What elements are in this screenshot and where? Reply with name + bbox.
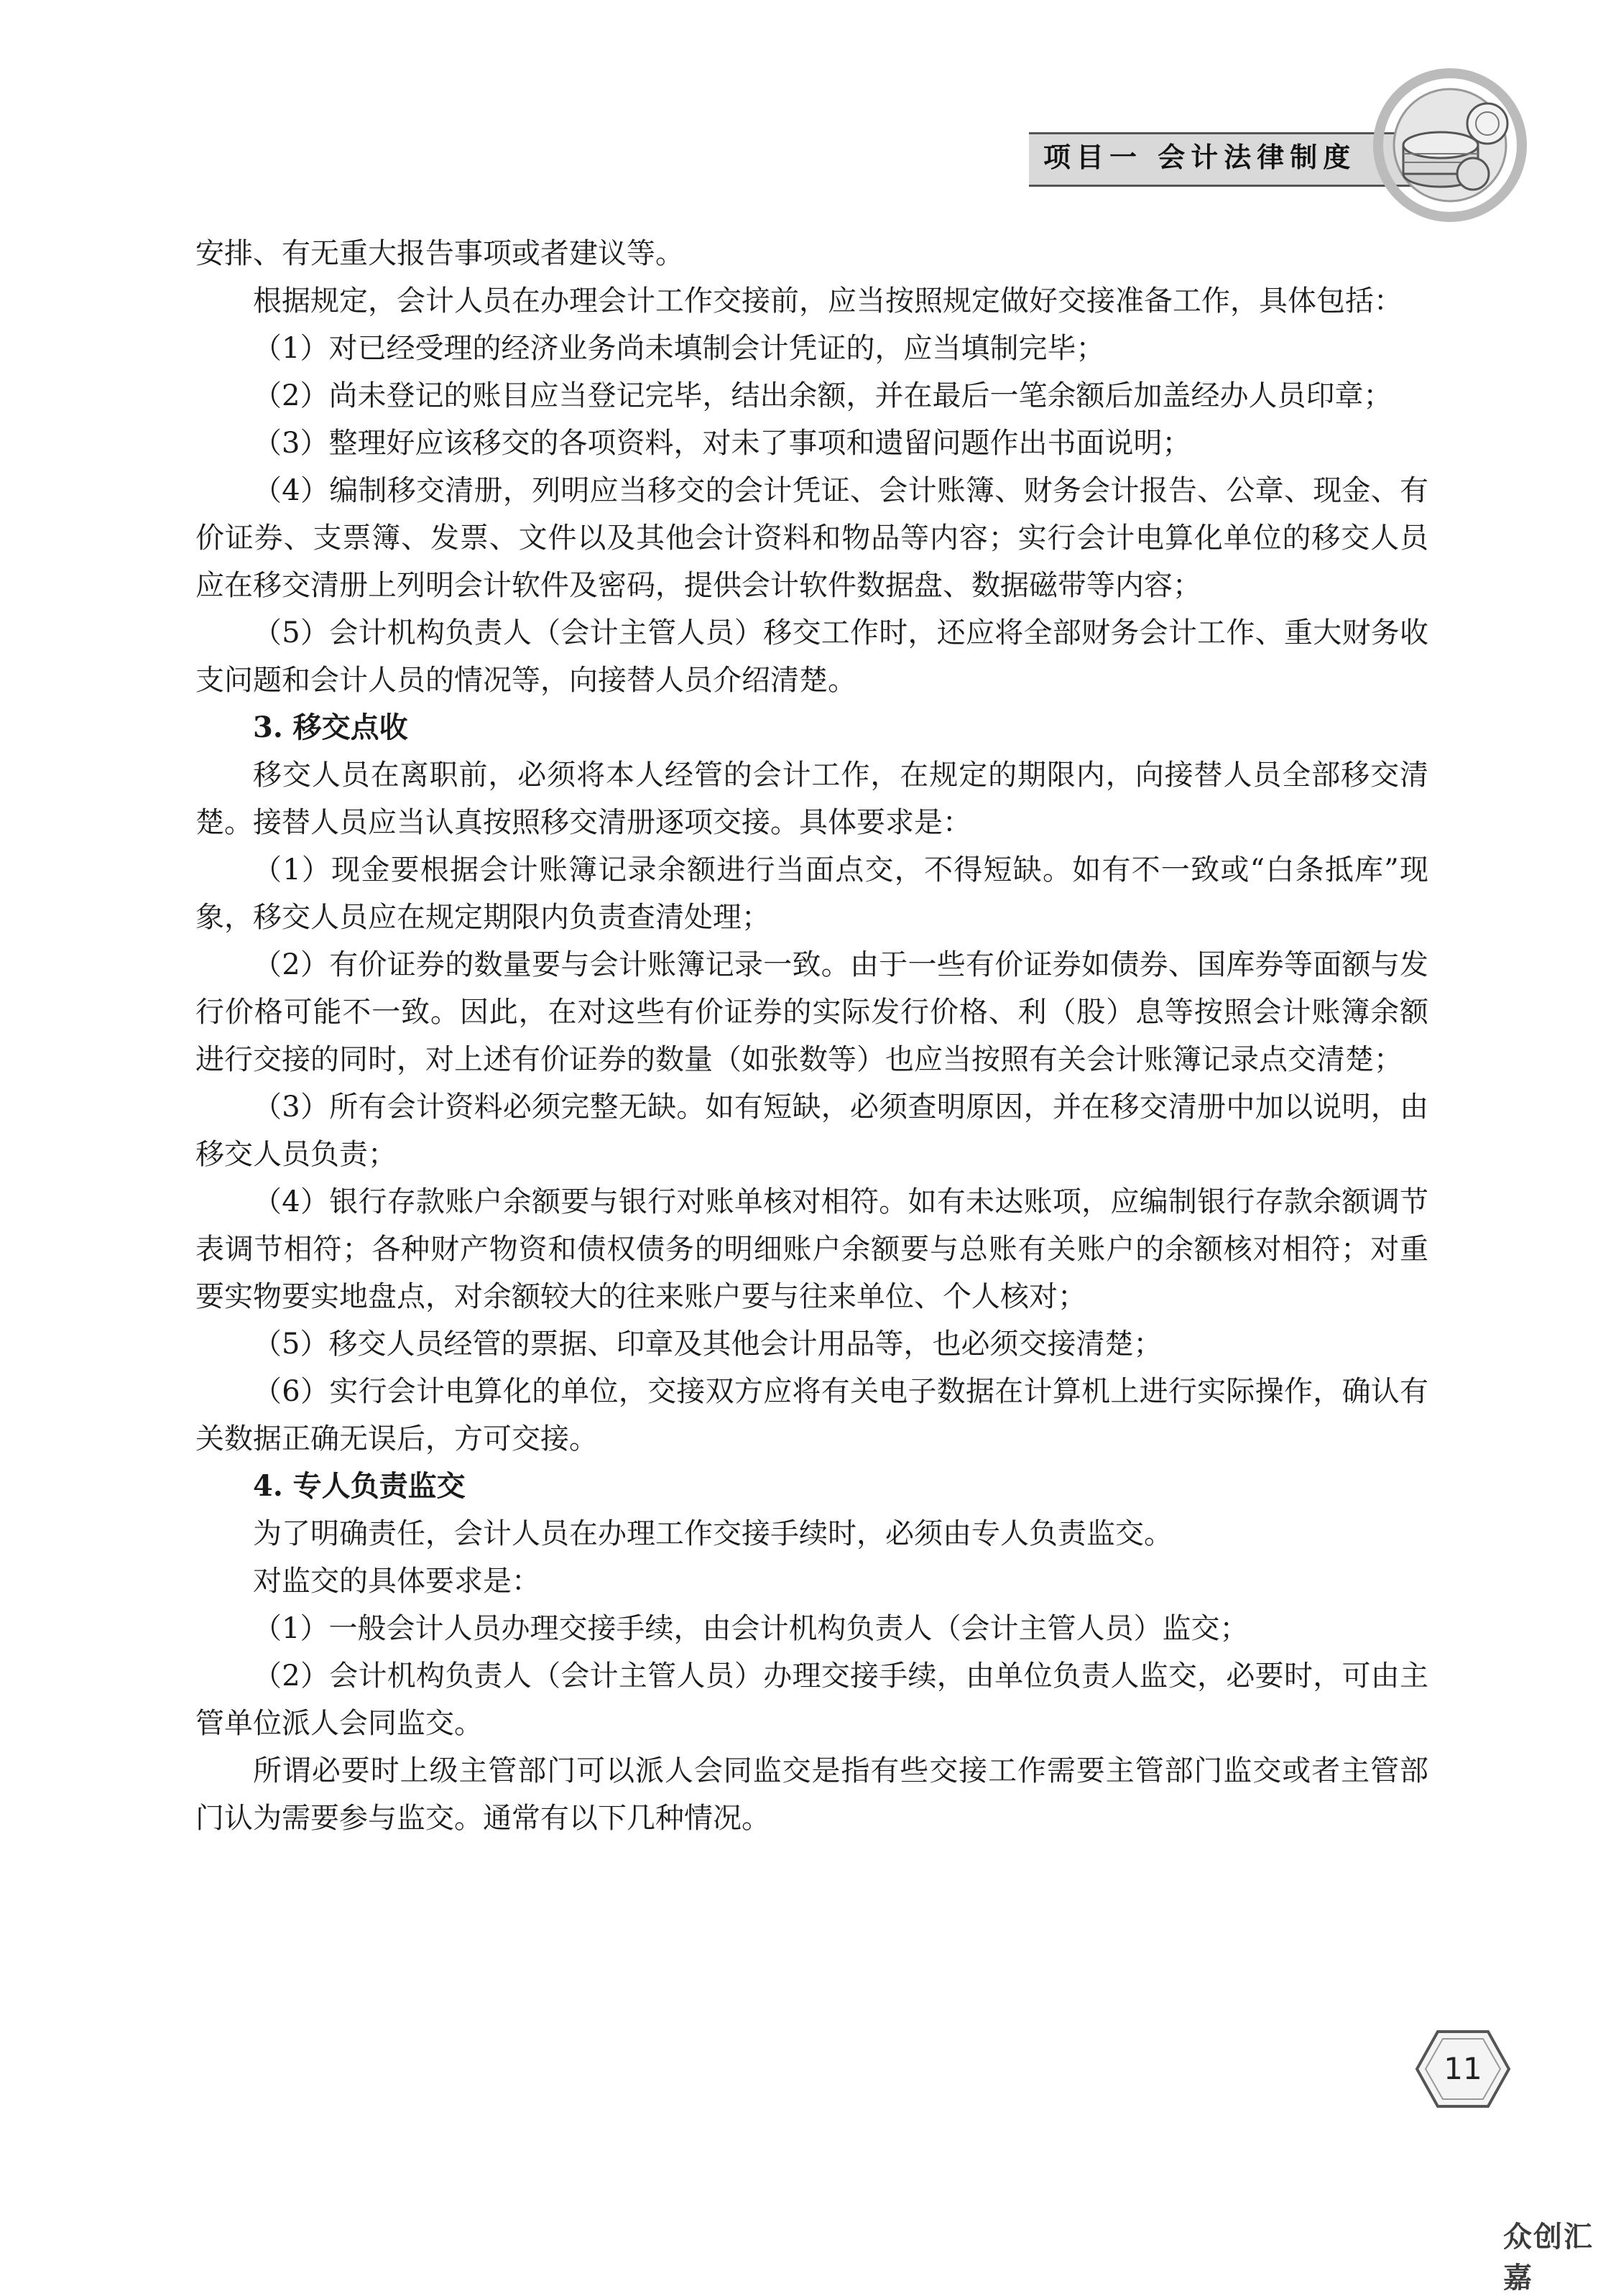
body-paragraph: （1）现金要根据会计账簿记录余额进行当面点交，不得短缺。如有不一致或“白条抵库”现象，移交人员应在规定期限内负责查清处理； bbox=[195, 853, 1428, 934]
body-paragraph: （4）银行存款账户余额要与银行对账单核对相符。如有未达账项，应编制银行存款余额调节表调节相符；各种财产物资和债权债务的明细账户余额要与总账有关账户的余额核对相符；对重要实物要实地盘点，对余额较大的往来账户要与往来单位、个人核对； bbox=[195, 1185, 1428, 1313]
coin-stack-logo-icon bbox=[1365, 66, 1530, 231]
body-paragraph: 根据规定，会计人员在办理会计工作交接前，应当按照规定做好交接准备工作，具体包括： bbox=[253, 284, 1403, 318]
body-paragraph: （2）会计机构负责人（会计主管人员）办理交接手续，由单位负责人监交，必要时，可由主管单位派人会同监交。 bbox=[195, 1659, 1428, 1740]
page-body bbox=[195, 230, 1428, 1842]
watermark-text: 众创汇嘉 bbox=[1503, 2221, 1594, 2295]
body-paragraph: 安排、有无重大报告事项或者建议等。 bbox=[195, 237, 684, 270]
section-heading: 4. 专人负责监交 bbox=[253, 1469, 466, 1503]
body-paragraph: （6）实行会计电算化的单位，交接双方应将有关电子数据在计算机上进行实际操作，确认有关数据正确无误后，方可交接。 bbox=[195, 1375, 1428, 1455]
body-paragraph: （1）对已经受理的经济业务尚未填制会计凭证的，应当填制完毕； bbox=[253, 332, 1105, 365]
body-paragraph: （5）会计机构负责人（会计主管人员）移交工作时，还应将全部财务会计工作、重大财务收支问题和会计人员的情况等，向接替人员介绍清楚。 bbox=[195, 616, 1428, 697]
body-paragraph: （5）移交人员经管的票据、印章及其他会计用品等，也必须交接清楚； bbox=[253, 1328, 1163, 1361]
body-paragraph: 移交人员在离职前，必须将本人经管的会计工作，在规定的期限内，向接替人员全部移交清楚。接替人员应当认真按照移交清册逐项交接。具体要求是： bbox=[195, 759, 1428, 839]
body-paragraph: 所谓必要时上级主管部门可以派人会同监交是指有些交接工作需要主管部门监交或者主管部门认为需要参与监交。通常有以下几种情况。 bbox=[195, 1754, 1428, 1835]
body-paragraph: （4）编制移交清册，列明应当移交的会计凭证、会计账簿、财务会计报告、公章、现金、有价证券、支票簿、发票、文件以及其他会计资料和物品等内容；实行会计电算化单位的移交人员应在移交清册上列明会计软件及密码，提供会计软件数据盘、数据磁带等内容； bbox=[195, 474, 1428, 602]
body-paragraph: （2）尚未登记的账目应当登记完毕，结出余额，并在最后一笔余额后加盖经办人员印章； bbox=[253, 379, 1393, 412]
body-paragraph: 对监交的具体要求是： bbox=[253, 1565, 540, 1598]
body-paragraph: （1）一般会计人员办理交接手续，由会计机构负责人（会计主管人员）监交； bbox=[253, 1612, 1249, 1645]
body-paragraph: 为了明确责任，会计人员在办理工作交接手续时，必须由专人负责监交。 bbox=[253, 1517, 1173, 1550]
body-paragraph: （2）有价证券的数量要与会计账簿记录一致。由于一些有价证券如债券、国库券等面额与发行价格可能不一致。因此，在对这些有价证券的实际发行价格、利（股）息等按照会计账簿余额进行交接的同时，对上述有价证券的数量（如张数等）也应当按照有关会计账簿记录点交清楚； bbox=[195, 948, 1428, 1076]
body-paragraph: （3）所有会计资料必须完整无缺。如有短缺，必须查明原因，并在移交清册中加以说明，由移交人员负责； bbox=[195, 1091, 1428, 1171]
body-paragraph: （3）整理好应该移交的各项资料，对未了事项和遗留问题作出书面说明； bbox=[253, 427, 1191, 460]
page-number: 11 bbox=[1444, 2051, 1482, 2086]
running-header-title: 项目一 会计法律制度 bbox=[1043, 142, 1357, 173]
section-heading: 3. 移交点收 bbox=[253, 710, 408, 744]
